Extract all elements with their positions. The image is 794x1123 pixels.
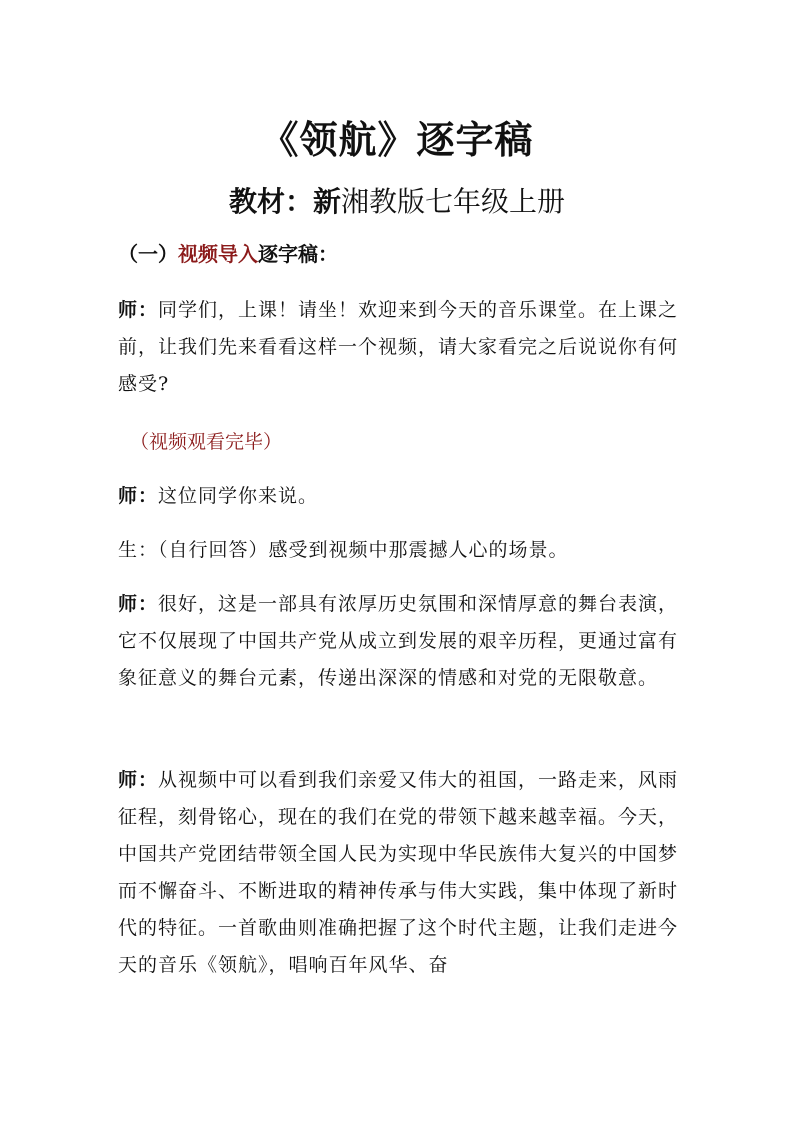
paragraph-3: [118, 532, 688, 569]
speaker-label: 师：: [118, 485, 159, 507]
paragraph-text: 很好，这是一部具有浓厚历史氛围和深情厚意的舞台表演，它不仅展现了中国共产党从成立到发展的艰辛历程，更通过富有象征意义的舞台元素，传递出深深的情感和对党的无限敬意。: [118, 593, 679, 689]
paragraph-5: [118, 762, 688, 984]
speaker-label: 师：: [118, 593, 159, 615]
paragraph-text: 同学们，上课！请坐！欢迎来到今天的音乐课堂。在上课之前，让我们先来看看这样一个视频，请大家看完之后说说你有何感受?: [118, 299, 679, 395]
paragraph-4: [118, 586, 688, 697]
section-heading: [118, 236, 338, 272]
speaker-label: 师：: [118, 299, 159, 321]
speaker-label: 师：: [118, 769, 159, 791]
document-subtitle: [0, 180, 794, 224]
section-label: 逐字稿：: [258, 242, 338, 266]
paragraph-text: （自行回答）感受到视频中那震撼人心的场景。: [158, 539, 569, 561]
speaker-label: 生：: [118, 539, 159, 561]
paragraph-text: 从视频中可以看到我们亲爱又伟大的祖国，一路走来，风雨征程，刻骨铭心，现在的我们在党的带领下越来越幸福。今天，中国共产党团结带领全国人民为实现中华民族伟大复兴的中国梦而不懈奋斗、不断进取的精神传承与伟大实践，集中体现了新时代的特征。一首歌曲则准确把握了这个时代主题，让我们走进今天的音乐《领航》，唱响百年风华、奋: [118, 769, 679, 976]
paragraph-1: [118, 292, 688, 403]
subtitle-text: 湘教版七年级上册: [341, 185, 566, 218]
paragraph-text: 这位同学你来说。: [158, 485, 319, 507]
paragraph-2: [118, 478, 688, 515]
section-number: （一）: [118, 242, 178, 266]
subtitle-prefix: 教材：新: [228, 185, 341, 218]
document-title: 《领航》逐字稿: [260, 118, 534, 162]
stage-note: （视频观看完毕）: [130, 431, 283, 453]
section-highlight: 视频导入: [178, 242, 258, 266]
